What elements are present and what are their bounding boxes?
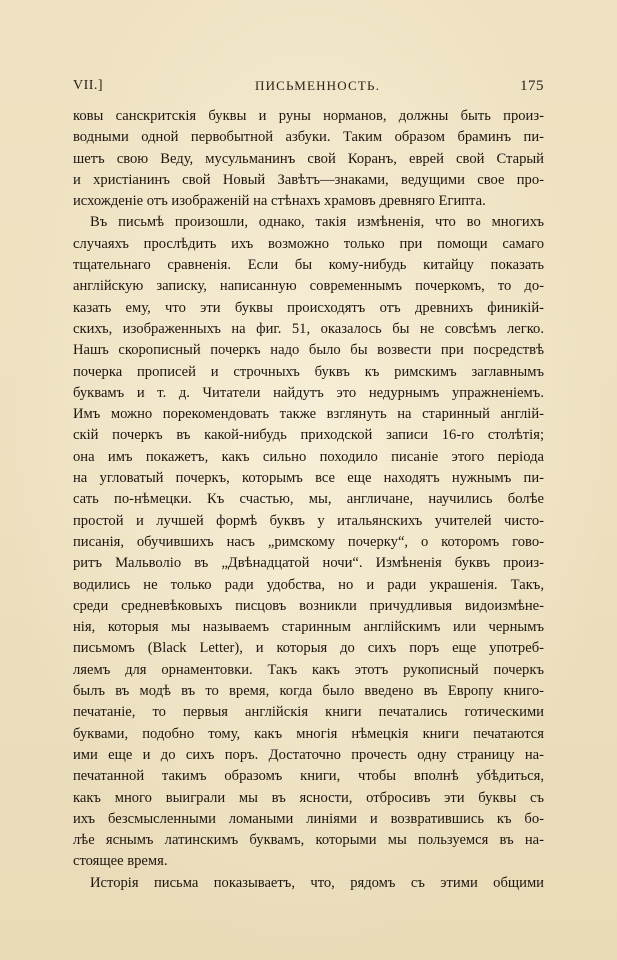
text-line: лѣе яснымъ латинскимъ буквамъ, которыми мы пользуемся въ на- [73, 832, 544, 849]
paragraph-start-line: Въ письмѣ произошли, однако, такія измѣненія, что во многихъ [90, 214, 544, 231]
text-line: какъ много выиграли мы въ ясности, отбросивъ эти буквы съ [73, 789, 544, 806]
text-line: англійскую записку, написанную современнымъ почеркомъ, то до- [73, 278, 544, 295]
text-line: Имъ можно порекомендовать также взглянуть на старинный англій- [73, 406, 544, 423]
text-line: буквами, подобно тому, какъ многія нѣмецкія книги печатаются [73, 725, 544, 742]
text-line: ихъ безсмысленными ломаными линіями и возвратившись къ бо- [73, 810, 544, 827]
paragraph-start-line: Исторія письма показываетъ, что, рядомъ съ этими общими [90, 874, 544, 891]
text-line: среди средневѣковыхъ писцовъ возникли причудливыя видоизмѣне- [73, 597, 544, 614]
text-line: ляемъ для орнаментовки. Такъ какъ этотъ рукописный почеркъ [73, 661, 544, 678]
text-line: тщательнаго сравненія. Если бы кому-нибудь китайцу показать [73, 257, 544, 274]
text-line: шетъ свою Веду, мусульманинъ свой Коранъ, еврей свой Старый [73, 150, 544, 167]
text-line: водными одной первобытной азбуки. Таким образом браминъ пи- [73, 129, 544, 146]
chapter-number: VII.] [73, 78, 104, 93]
text-line: она имъ покажетъ, какъ сильно походило писаніе этого періода [73, 448, 544, 465]
text-line: казать ему, что эти буквы происходятъ отъ древнихъ финикій- [73, 299, 544, 316]
text-line: на угловатый почеркъ, которымъ все еще находятъ нужнымъ пи- [73, 470, 544, 487]
page-header [73, 78, 544, 100]
text-line: стоящее время. [73, 853, 168, 870]
text-line: ими еще и до сихъ поръ. Достаточно прочесть одну страницу на- [73, 746, 544, 763]
text-line: исхожденіе отъ изображеній на стѣнахъ храмовъ древняго Египта. [73, 193, 486, 210]
text-line: нія, которыя мы называемъ старинным англійскимъ или чернымъ [73, 619, 544, 636]
text-line: печатаніе, то первыя англійскія книги печатались готическими [73, 704, 544, 721]
text-line: сать по-нѣмецки. Къ счастью, мы, англичане, научились болѣе [73, 491, 544, 508]
text-line: письмомъ (Black Letter), и которыя до сихъ поръ еще употреб- [73, 640, 544, 657]
text-line: простой и лучшей формѣ буквъ у итальянскихъ учителей чисто- [73, 512, 544, 529]
running-title: ПИСЬМЕННОСТЬ. [255, 78, 381, 93]
text-line: печатанной такимъ образомъ книги, чтобы вполнѣ убѣдиться, [73, 768, 544, 785]
text-line: ритъ Мальволіо въ „Двѣнадцатой ночи“. Измѣненія буквъ произ- [73, 555, 544, 572]
text-line: ковы санскритскія буквы и руны норманов, должны быть произ- [73, 108, 544, 124]
text-line: водились не только ради удобства, но и ради украшенія. Такъ, [73, 576, 544, 593]
text-line: Нашъ скорописный почеркъ надо было бы возвести при посредствѣ [73, 342, 544, 359]
text-line: писанія, обучившихъ насъ „римскому почерку“, о которомъ гово- [73, 533, 544, 550]
text-line: скихъ, изображенныхъ на фиг. 51, оказалось бы не совсѣмъ легко. [73, 320, 544, 337]
text-line: случаяхъ прослѣдить ихъ возможно только при помощи самаго [73, 235, 544, 252]
body-text [73, 106, 544, 894]
page-number: 175 [520, 78, 544, 94]
text-line: скій почеркъ въ какой-нибудь приходской записи 16-го столѣтія; [73, 427, 544, 444]
text-line: былъ въ модѣ въ то время, когда было введено въ Европу книго- [73, 683, 544, 700]
text-line: почерка прописей и строчныхъ буквъ къ римскимъ заглавнымъ [73, 363, 544, 380]
text-line: и христіанинъ свой Новый Завѣтъ—знаками, ведущими свое про- [73, 171, 544, 188]
text-line: буквамъ и т. д. Читатели найдутъ это недурнымъ упражненіемъ. [73, 384, 544, 401]
